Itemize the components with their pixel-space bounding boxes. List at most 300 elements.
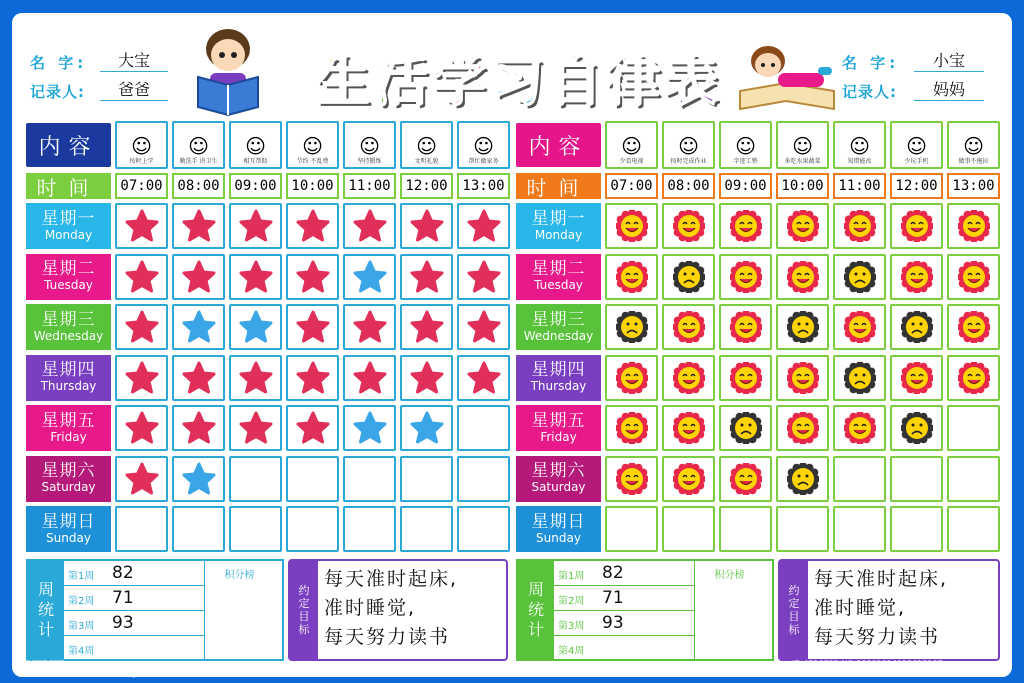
right-mark-cell[interactable] (776, 506, 829, 552)
right-mark-cell[interactable] (776, 254, 829, 300)
left-mark-cell[interactable] (229, 355, 282, 401)
left-mark-cell[interactable] (343, 405, 396, 451)
weekly-stats-label (28, 561, 64, 659)
title-char: 生 (316, 50, 370, 113)
left-mark-cell[interactable] (172, 456, 225, 502)
day-zh: 星期六 (41, 461, 96, 482)
week-label: 第4周 (68, 646, 95, 657)
red-star-icon (182, 209, 216, 243)
day-zh: 星期四 (531, 360, 586, 381)
title-char: 学 (432, 50, 486, 113)
girl-fruit-icon: ☺ (792, 134, 813, 158)
title-char: 表 (664, 50, 718, 113)
watermark-id: ID:4716795 NO:20201014053618107 (792, 659, 943, 668)
sad-sun-icon (787, 463, 819, 495)
right-activity-caption: 按时完成作业 (670, 158, 707, 165)
day-zh: 星期四 (41, 360, 96, 381)
left-mark-cell[interactable] (457, 456, 510, 502)
left-mark-cell[interactable] (400, 506, 453, 552)
right-activity-caption: 做事不拖拉 (958, 158, 989, 165)
week-row (554, 611, 694, 636)
left-mark-cell[interactable] (229, 203, 282, 249)
title-char: 活 (374, 50, 428, 113)
day-en: Friday (540, 429, 577, 444)
left-mark-cell[interactable] (229, 506, 282, 552)
left-mark-cell[interactable] (343, 506, 396, 552)
score-board[interactable] (204, 561, 274, 659)
left-mark-cell[interactable] (457, 405, 510, 451)
red-star-icon (239, 361, 273, 395)
week-score[interactable]: 93 (602, 613, 624, 633)
goal-label-char: 定 (298, 596, 310, 610)
happy-sun-icon (616, 463, 648, 495)
boy-chores-icon: ☺ (473, 134, 494, 158)
left-activity-caption: 按时上学 (129, 158, 154, 165)
week-row (554, 561, 694, 586)
left-mark-cell[interactable] (172, 405, 225, 451)
left-goal-line: 准时睡觉, (324, 597, 417, 619)
right-time-cell: 12:00 (890, 173, 943, 199)
right-mark-cell[interactable] (947, 355, 1000, 401)
left-goal-box (288, 559, 508, 661)
day-en: Monday (44, 227, 93, 242)
sad-sun-icon (901, 311, 933, 343)
stats-label-char: 统 (527, 600, 544, 619)
right-mark-cell[interactable] (947, 456, 1000, 502)
left-weekly-stats (26, 559, 284, 661)
day-zh: 星期六 (531, 461, 586, 482)
boy-school-icon: ☺ (131, 134, 152, 158)
week-score[interactable]: 71 (602, 588, 624, 608)
right-day-label (516, 405, 601, 451)
right-mark-cell[interactable] (833, 254, 886, 300)
week-row (554, 636, 694, 661)
left-mark-cell[interactable] (286, 405, 339, 451)
right-mark-cell[interactable] (890, 254, 943, 300)
happy-sun-icon (787, 412, 819, 444)
stats-label-char: 计 (37, 620, 54, 639)
left-activity-caption: 节约 不乱费 (296, 158, 329, 165)
week-row (554, 586, 694, 611)
left-mark-cell[interactable] (400, 203, 453, 249)
right-mark-cell[interactable] (605, 254, 658, 300)
right-activity-cell (833, 121, 886, 169)
right-mark-cell[interactable] (605, 506, 658, 552)
left-activity-caption: 坚持锻炼 (357, 158, 382, 165)
left-mark-cell[interactable] (115, 254, 168, 300)
red-star-icon (467, 260, 501, 294)
title-char: 习 (490, 50, 544, 113)
right-mark-cell[interactable] (890, 355, 943, 401)
sad-sun-icon (901, 412, 933, 444)
right-mark-cell[interactable] (605, 405, 658, 451)
left-mark-cell[interactable] (115, 355, 168, 401)
left-mark-cell[interactable] (457, 203, 510, 249)
score-board[interactable] (694, 561, 764, 659)
left-mark-cell[interactable] (229, 456, 282, 502)
left-activity-cell (343, 121, 396, 169)
right-mark-cell[interactable] (662, 304, 715, 350)
happy-sun-icon (958, 261, 990, 293)
right-mark-cell[interactable] (662, 456, 715, 502)
right-mark-cell[interactable] (719, 203, 772, 249)
week-score[interactable]: 71 (112, 588, 134, 608)
right-goal-label (780, 561, 808, 659)
happy-sun-icon (673, 362, 705, 394)
boy-washing-icon: ☺ (188, 134, 209, 158)
right-goal-box (778, 559, 1000, 661)
right-content-header: 内容 (516, 123, 601, 167)
right-mark-cell[interactable] (776, 304, 829, 350)
left-activity-caption: 相互帮助 (243, 158, 268, 165)
right-mark-cell[interactable] (605, 203, 658, 249)
right-mark-cell[interactable] (890, 405, 943, 451)
left-activity-caption: 文明礼貌 (414, 158, 439, 165)
right-recorder-label: 记录人: (842, 83, 897, 101)
left-mark-cell[interactable] (229, 304, 282, 350)
happy-sun-icon (787, 261, 819, 293)
right-day-label (516, 203, 601, 249)
right-mark-cell[interactable] (947, 254, 1000, 300)
goal-label-char: 目 (298, 610, 310, 623)
right-mark-cell[interactable] (833, 405, 886, 451)
blue-star-icon (239, 310, 273, 344)
day-en: Monday (534, 227, 583, 242)
day-en: Thursday (530, 379, 587, 394)
happy-sun-icon (901, 362, 933, 394)
day-en: Wednesday (523, 328, 594, 343)
right-mark-cell[interactable] (662, 405, 715, 451)
right-activity-cell (605, 121, 658, 169)
red-star-icon (353, 310, 387, 344)
right-mark-cell[interactable] (719, 405, 772, 451)
week-label: 第3周 (68, 621, 95, 632)
red-star-icon (410, 209, 444, 243)
left-mark-cell[interactable] (286, 203, 339, 249)
right-activity-caption: 知错能改 (847, 158, 872, 165)
red-star-icon (296, 411, 330, 445)
left-mark-cell[interactable] (172, 355, 225, 401)
red-star-icon (125, 209, 159, 243)
right-mark-cell[interactable] (719, 506, 772, 552)
happy-sun-icon (730, 362, 762, 394)
week-label: 第2周 (68, 596, 95, 607)
goal-label-char: 定 (788, 596, 800, 610)
right-mark-cell[interactable] (947, 203, 1000, 249)
left-mark-cell[interactable] (400, 254, 453, 300)
week-row (64, 586, 204, 611)
week-score[interactable]: 93 (112, 613, 134, 633)
right-time-cell: 09:00 (719, 173, 772, 199)
day-zh: 星期三 (41, 309, 96, 330)
left-mark-cell[interactable] (172, 203, 225, 249)
left-mark-cell[interactable] (457, 304, 510, 350)
right-activity-cell (662, 121, 715, 169)
goal-label-char: 约 (788, 583, 800, 597)
right-day-label (516, 355, 601, 401)
left-mark-cell[interactable] (115, 456, 168, 502)
left-goal-line: 每天努力读书 (324, 626, 451, 648)
week-label: 第2周 (558, 596, 585, 607)
day-zh: 星期五 (41, 410, 96, 431)
right-mark-cell[interactable] (776, 405, 829, 451)
page-title (284, 43, 750, 121)
right-mark-cell[interactable] (890, 456, 943, 502)
stats-label-char: 计 (527, 620, 544, 639)
right-day-label (516, 456, 601, 502)
happy-sun-icon (958, 311, 990, 343)
right-time-cell: 11:00 (833, 173, 886, 199)
left-mark-cell[interactable] (343, 254, 396, 300)
left-day-label (26, 254, 111, 300)
day-en: Saturday (41, 480, 96, 495)
left-mark-cell[interactable] (286, 254, 339, 300)
right-mark-cell[interactable] (662, 203, 715, 249)
day-en: Wednesday (33, 328, 104, 343)
left-mark-cell[interactable] (343, 203, 396, 249)
left-mark-cell[interactable] (457, 506, 510, 552)
left-mark-cell[interactable] (400, 405, 453, 451)
happy-sun-icon (787, 210, 819, 242)
right-name-label: 名 字: (842, 54, 900, 72)
sad-sun-icon (844, 261, 876, 293)
red-star-icon (353, 209, 387, 243)
left-day-label (26, 203, 111, 249)
girl-phone-icon: ☺ (906, 134, 927, 158)
left-content-header: 内容 (26, 123, 111, 167)
red-star-icon (296, 361, 330, 395)
right-mark-cell[interactable] (890, 203, 943, 249)
day-zh: 星期五 (531, 410, 586, 431)
left-activity-caption: 勤洗手 讲卫生 (179, 158, 218, 165)
right-mark-cell[interactable] (833, 506, 886, 552)
girl-writing-icon: ☺ (735, 134, 756, 158)
red-star-icon (296, 209, 330, 243)
sad-sun-icon (787, 311, 819, 343)
goal-label-char: 目 (788, 610, 800, 623)
happy-sun-icon (901, 210, 933, 242)
sad-sun-icon (616, 311, 648, 343)
right-mark-cell[interactable] (947, 405, 1000, 451)
left-day-label (26, 506, 111, 552)
left-time-cell: 13:00 (457, 173, 510, 199)
week-row (64, 561, 204, 586)
right-goal-text (814, 565, 948, 652)
right-weekly-stats (516, 559, 774, 661)
right-name-value: 小宝 (914, 48, 984, 72)
boy-exercise-icon: ☺ (359, 134, 380, 158)
day-zh: 星期二 (531, 259, 586, 280)
left-goal-text (324, 565, 458, 652)
happy-sun-icon (673, 412, 705, 444)
day-en: Friday (50, 429, 87, 444)
goal-label-char: 标 (298, 623, 310, 637)
day-en: Tuesday (534, 278, 583, 293)
left-day-label (26, 456, 111, 502)
left-mark-cell[interactable] (172, 304, 225, 350)
left-mark-cell[interactable] (229, 254, 282, 300)
left-mark-cell[interactable] (457, 355, 510, 401)
right-time-header: 时间 (516, 173, 601, 199)
week-label: 第3周 (558, 621, 585, 632)
week-score[interactable]: 82 (602, 563, 624, 583)
day-en: Thursday (40, 379, 97, 394)
week-score[interactable]: 82 (112, 563, 134, 583)
right-mark-cell[interactable] (605, 304, 658, 350)
happy-sun-icon (616, 210, 648, 242)
sad-sun-icon (730, 412, 762, 444)
right-mark-cell[interactable] (719, 355, 772, 401)
right-mark-cell[interactable] (833, 456, 886, 502)
left-name-value: 大宝 (100, 48, 168, 72)
red-star-icon (182, 260, 216, 294)
happy-sun-icon (844, 412, 876, 444)
day-en: Saturday (531, 480, 586, 495)
boy-polite-icon: ☺ (416, 134, 437, 158)
happy-sun-icon (616, 362, 648, 394)
kids-helping-icon: ☺ (245, 134, 266, 158)
right-activity-caption: 多吃水果蔬菜 (784, 158, 821, 165)
right-mark-cell[interactable] (662, 506, 715, 552)
left-time-cell: 08:00 (172, 173, 225, 199)
right-mark-cell[interactable] (890, 304, 943, 350)
right-mark-cell[interactable] (719, 304, 772, 350)
right-mark-cell[interactable] (833, 203, 886, 249)
right-day-label (516, 304, 601, 350)
weekly-stats-label (518, 561, 554, 659)
right-activity-caption: 字迹工整 (733, 158, 758, 165)
red-star-icon (467, 310, 501, 344)
right-time-cell: 10:00 (776, 173, 829, 199)
left-recorder-value: 爸爸 (100, 77, 168, 101)
red-star-icon (410, 260, 444, 294)
right-activity-caption: 少玩手机 (904, 158, 929, 165)
right-mark-cell[interactable] (662, 254, 715, 300)
left-mark-cell[interactable] (115, 304, 168, 350)
left-mark-cell[interactable] (115, 203, 168, 249)
right-day-label (516, 506, 601, 552)
left-activity-cell (229, 121, 282, 169)
left-mark-cell[interactable] (172, 254, 225, 300)
stats-label-char: 周 (527, 580, 544, 599)
red-star-icon (125, 462, 159, 496)
red-star-icon (125, 260, 159, 294)
right-activity-caption: 少看电视 (619, 158, 644, 165)
day-zh: 星期日 (531, 511, 586, 532)
title-char: 律 (606, 50, 660, 113)
right-mark-cell[interactable] (947, 304, 1000, 350)
happy-sun-icon (673, 311, 705, 343)
left-mark-cell[interactable] (343, 304, 396, 350)
left-day-label (26, 405, 111, 451)
right-goal-label-text (789, 584, 800, 637)
left-mark-cell[interactable] (286, 456, 339, 502)
right-day-label (516, 254, 601, 300)
left-time-cell: 11:00 (343, 173, 396, 199)
right-time-cell: 13:00 (947, 173, 1000, 199)
red-star-icon (467, 209, 501, 243)
blue-star-icon (353, 411, 387, 445)
happy-sun-icon (844, 311, 876, 343)
red-star-icon (239, 260, 273, 294)
score-board-label: 积分榜 (224, 570, 255, 581)
day-zh: 星期二 (41, 259, 96, 280)
left-mark-cell[interactable] (115, 405, 168, 451)
left-time-cell: 09:00 (229, 173, 282, 199)
boy-saving-icon: ☺ (302, 134, 323, 158)
left-mark-cell[interactable] (115, 506, 168, 552)
sad-sun-icon (844, 362, 876, 394)
left-name-label: 名 字: (30, 54, 88, 72)
left-time-header: 时间 (26, 173, 111, 199)
blue-star-icon (353, 260, 387, 294)
right-goal-line: 每天准时起床, (814, 568, 949, 590)
happy-sun-icon (787, 362, 819, 394)
right-time-cell: 08:00 (662, 173, 715, 199)
sad-sun-icon (673, 261, 705, 293)
left-mark-cell[interactable] (229, 405, 282, 451)
right-mark-cell[interactable] (833, 355, 886, 401)
left-mark-cell[interactable] (343, 355, 396, 401)
left-mark-cell[interactable] (286, 355, 339, 401)
right-mark-cell[interactable] (833, 304, 886, 350)
right-mark-cell[interactable] (776, 203, 829, 249)
left-mark-cell[interactable] (457, 254, 510, 300)
left-mark-cell[interactable] (286, 304, 339, 350)
right-mark-cell[interactable] (776, 456, 829, 502)
happy-sun-icon (730, 311, 762, 343)
happy-sun-icon (616, 412, 648, 444)
left-mark-cell[interactable] (400, 456, 453, 502)
right-activity-cell (719, 121, 772, 169)
left-recorder-label: 记录人: (30, 83, 85, 101)
happy-sun-icon (901, 261, 933, 293)
left-mark-cell[interactable] (400, 304, 453, 350)
left-goal-label (290, 561, 318, 659)
red-star-icon (239, 411, 273, 445)
left-mark-cell[interactable] (400, 355, 453, 401)
week-label: 第4周 (558, 646, 585, 657)
left-time-cell: 12:00 (400, 173, 453, 199)
right-mark-cell[interactable] (662, 355, 715, 401)
red-star-icon (467, 361, 501, 395)
left-mark-cell[interactable] (172, 506, 225, 552)
stats-label-char: 统 (37, 600, 54, 619)
chart-board (12, 13, 1012, 677)
watermark-logo: 昵图网 www.nipic.com (14, 659, 199, 679)
left-mark-cell[interactable] (286, 506, 339, 552)
right-mark-cell[interactable] (719, 254, 772, 300)
day-zh: 星期一 (531, 208, 586, 229)
right-mark-cell[interactable] (776, 355, 829, 401)
right-goal-line: 准时睡觉, (814, 597, 907, 619)
right-mark-cell[interactable] (719, 456, 772, 502)
left-activity-cell (115, 121, 168, 169)
happy-sun-icon (730, 463, 762, 495)
red-star-icon (125, 310, 159, 344)
right-mark-cell[interactable] (890, 506, 943, 552)
week-label: 第1周 (558, 571, 585, 582)
happy-sun-icon (958, 210, 990, 242)
right-mark-cell[interactable] (605, 355, 658, 401)
right-mark-cell[interactable] (947, 506, 1000, 552)
score-board-label: 积分榜 (714, 570, 745, 581)
happy-sun-icon (673, 210, 705, 242)
right-mark-cell[interactable] (605, 456, 658, 502)
goal-label-char: 约 (298, 583, 310, 597)
left-mark-cell[interactable] (343, 456, 396, 502)
day-zh: 星期三 (531, 309, 586, 330)
